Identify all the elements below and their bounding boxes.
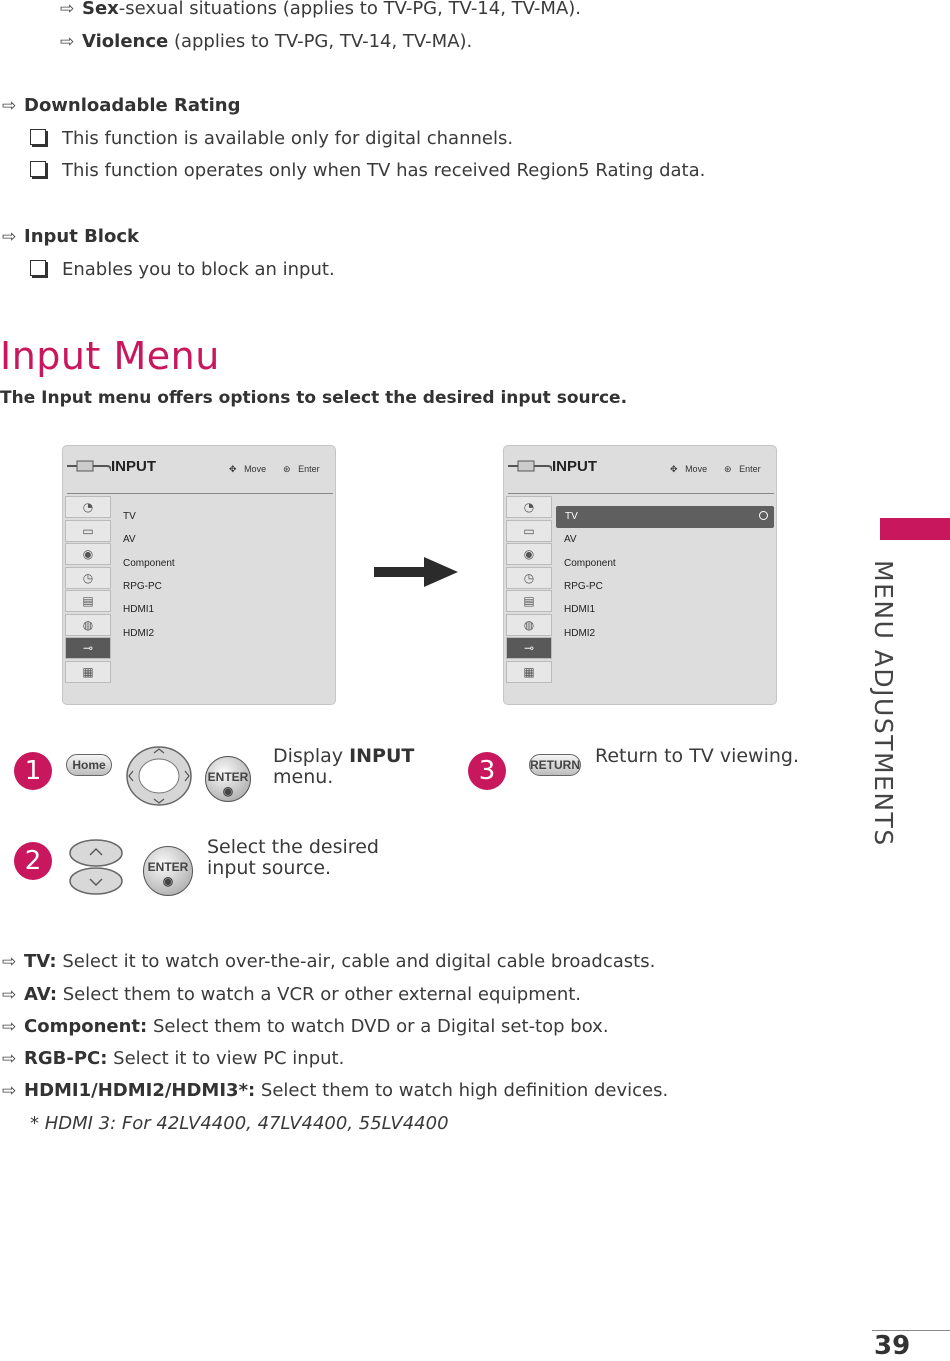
arrow-icon: ⇨ (2, 227, 17, 247)
menu-option-tv-selected[interactable]: TV (556, 506, 774, 528)
step-number-3: 3 (468, 752, 506, 790)
enter-hint: ⊛ Enter (724, 464, 761, 474)
enter-dot-icon: ◉ (222, 784, 234, 798)
option-icon[interactable]: ◍ (65, 614, 111, 636)
lock-icon[interactable]: ▤ (65, 590, 111, 612)
arrow-icon: ⇨ (2, 985, 17, 1005)
downloadable-note: This function operates only when TV has received Region5 Rating data. (30, 160, 705, 182)
downloadable-note: This function is available only for digital channels. (30, 128, 513, 150)
lock-icon[interactable]: ▤ (506, 590, 552, 612)
move-icon: ✥ (229, 464, 237, 474)
enter-icon: ⊛ (283, 464, 291, 474)
menu-option-av[interactable]: AV (564, 534, 577, 545)
arrow-icon: ⇨ (2, 1049, 17, 1069)
menu-option-hdmi2[interactable]: HDMI2 (564, 628, 596, 639)
enter-dot-icon: ◉ (162, 874, 174, 888)
checkbox-icon (30, 260, 46, 276)
screen-icon[interactable]: ▭ (65, 520, 111, 542)
downloadable-rating-title: ⇨ Downloadable Rating (2, 95, 241, 116)
step-1-text: Display INPUT menu. (273, 745, 415, 788)
menu-option-component[interactable]: Component (123, 558, 175, 569)
input-icon[interactable]: ⊸ (506, 637, 552, 659)
rating-item-sex: ⇨ Sex-sexual situations (applies to TV-PG, TV-14, TV-MA). (60, 0, 581, 19)
menu-option-av[interactable]: AV (123, 534, 136, 545)
audio-icon[interactable]: ◉ (65, 543, 111, 565)
arrow-icon: ⇨ (60, 32, 75, 52)
nav-pad-icon[interactable] (125, 745, 193, 807)
side-tab-label: MENU ADJUSTMENTS (869, 560, 898, 847)
clock-icon[interactable]: ◷ (506, 567, 552, 589)
enter-button[interactable]: ENTER ◉ (143, 846, 193, 896)
arrow-icon: ⇨ (2, 952, 17, 972)
satellite-icon[interactable]: ◔ (506, 496, 552, 518)
arrow-icon: ⇨ (60, 0, 75, 19)
side-tab-bar (880, 518, 950, 540)
menu-option-component[interactable]: Component (564, 558, 616, 569)
step-2-text: Select the desired input source. (207, 836, 379, 879)
step-3-text: Return to TV viewing. (595, 745, 800, 767)
input-desc-component: ⇨ Component: Select them to watch DVD or a Digital set-top box. (2, 1016, 609, 1037)
input-menu-before (62, 445, 336, 705)
up-down-buttons-icon[interactable] (68, 839, 124, 895)
arrow-icon: ⇨ (2, 1081, 17, 1101)
input-block-title: ⇨ Input Block (2, 226, 139, 247)
usb-icon[interactable]: ▦ (65, 661, 111, 683)
move-hint: ✥ Move (229, 464, 267, 474)
right-arrow-icon (374, 557, 460, 587)
return-button[interactable]: RETURN (529, 754, 581, 776)
checkbox-icon (30, 129, 46, 145)
menu-option-hdmi1[interactable]: HDMI1 (564, 604, 596, 615)
section-subtitle: The Input menu offers options to select the desired input source. (0, 388, 628, 408)
screen-icon[interactable]: ▭ (506, 520, 552, 542)
rating-item-violence: ⇨ Violence (applies to TV-PG, TV-14, TV-MA). (60, 31, 473, 52)
enter-icon: ⊛ (724, 464, 732, 474)
step-number-2: 2 (14, 842, 52, 880)
menu-option-rgb-pc[interactable]: RPG-PC (123, 581, 162, 592)
cable-icon (67, 458, 111, 474)
move-hint: ✥ Move (670, 464, 708, 474)
cable-icon (508, 458, 552, 474)
menu-option-hdmi2[interactable]: HDMI2 (123, 628, 155, 639)
clock-icon[interactable]: ◷ (65, 567, 111, 589)
header-divider (67, 493, 333, 494)
enter-button[interactable]: ENTER ◉ (205, 756, 251, 802)
input-desc-tv: ⇨ TV: Select it to watch over-the-air, cable and digital cable broadcasts. (2, 951, 656, 972)
menu-header: INPUT ✥ Move ⊛ Enter (504, 446, 776, 492)
section-heading: Input Menu (0, 334, 220, 378)
input-menu-after (503, 445, 777, 705)
enter-hint: ⊛ Enter (283, 464, 320, 474)
arrow-icon: ⇨ (2, 1017, 17, 1037)
category-icons (65, 496, 111, 684)
menu-option-rgb-pc[interactable]: RPG-PC (564, 581, 603, 592)
hdmi3-footnote: * HDMI 3: For 42LV4400, 47LV4400, 55LV4400 (30, 1113, 449, 1134)
header-divider (508, 493, 774, 494)
move-icon: ✥ (670, 464, 678, 474)
input-block-note: Enables you to block an input. (30, 259, 335, 281)
menu-option-hdmi1[interactable]: HDMI1 (123, 604, 155, 615)
input-desc-rgb-pc: ⇨ RGB-PC: Select it to view PC input. (2, 1048, 345, 1069)
input-desc-hdmi: ⇨ HDMI1/HDMI2/HDMI3*: Select them to watch high definition devices. (2, 1080, 669, 1101)
input-icon[interactable]: ⊸ (65, 637, 111, 659)
category-icons (506, 496, 552, 684)
checkbox-icon (30, 161, 46, 177)
selected-radio-icon (759, 511, 768, 520)
option-icon[interactable]: ◍ (506, 614, 552, 636)
input-desc-av: ⇨ AV: Select them to watch a VCR or other external equipment. (2, 984, 582, 1005)
arrow-icon: ⇨ (2, 96, 17, 116)
satellite-icon[interactable]: ◔ (65, 496, 111, 518)
menu-header: INPUT ✥ Move ⊛ Enter (63, 446, 335, 492)
usb-icon[interactable]: ▦ (506, 661, 552, 683)
home-button[interactable]: Home (66, 754, 112, 776)
step-number-1: 1 (14, 752, 52, 790)
menu-option-tv[interactable]: TV (123, 511, 136, 522)
audio-icon[interactable]: ◉ (506, 543, 552, 565)
page-number: 39 (874, 1331, 911, 1361)
